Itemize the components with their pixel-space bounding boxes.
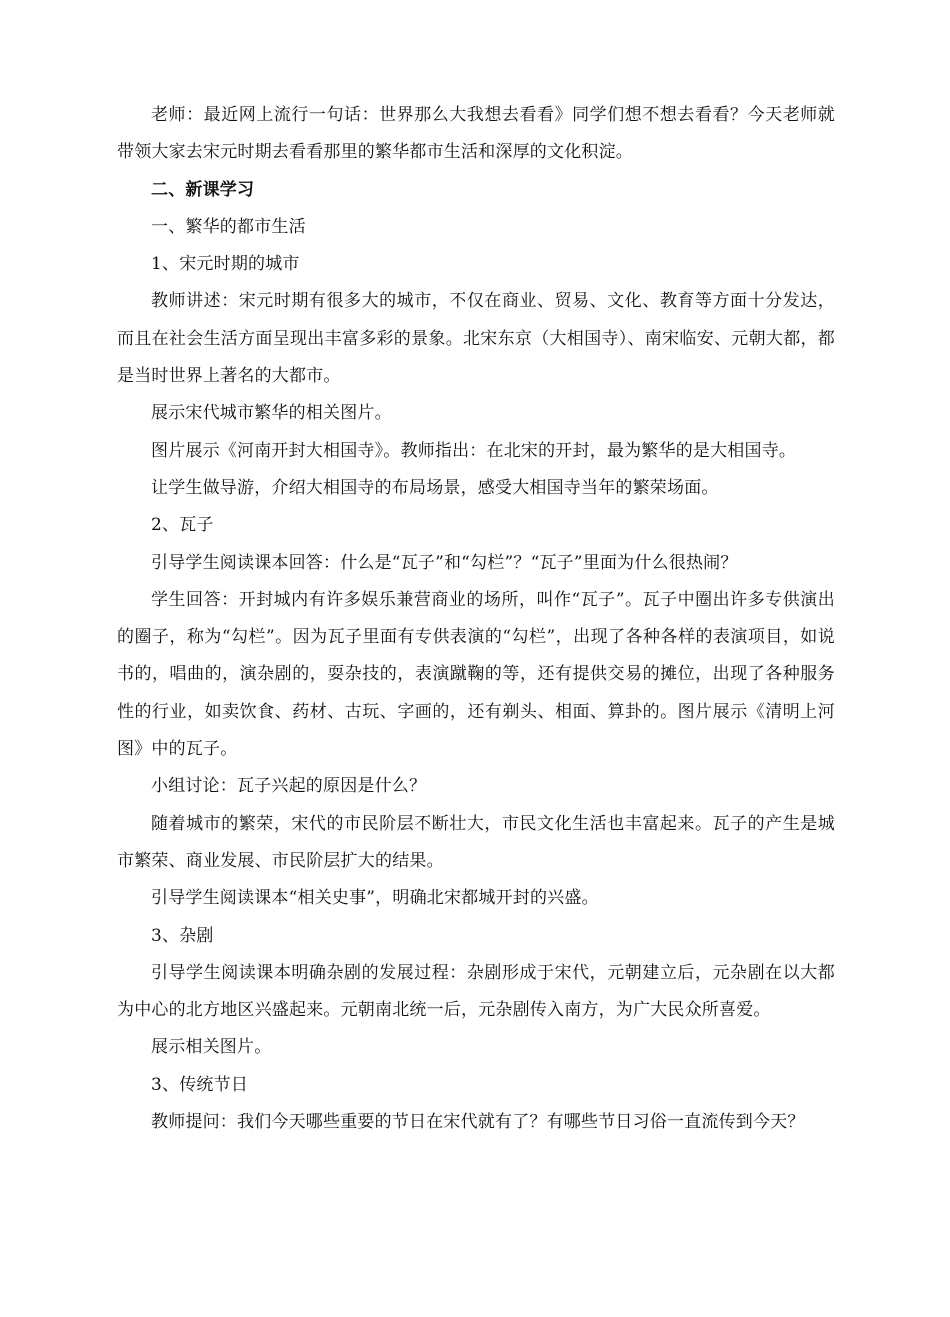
paragraph-show-images: 展示宋代城市繁华的相关图片。 — [151, 403, 392, 424]
paragraph-festival-question: 教师提问：我们今天哪些重要的节日在宋代就有了？有哪些节日习俗一直流传到今天？ — [151, 1112, 805, 1133]
document-body — [117, 97, 835, 1141]
paragraph-group-discussion: 小组讨论：瓦子兴起的原因是什么？ — [151, 776, 427, 797]
paragraph-show-related-images: 展示相关图片。 — [151, 1037, 272, 1058]
paragraph-teacher-narration: 教师讲述：宋元时期有很多大的城市，不仅在商业、贸易、文化、教育等方面十分发达，而且在社会生活方面呈现出丰富多彩的景象。北宋东京（大相国寺）、南宋临安、元朝大都，都是当时世界上著名的大都市。 — [117, 291, 835, 387]
subsection-heading-wazi: 2、瓦子 — [151, 515, 214, 536]
paragraph-zaju-development: 引导学生阅读课本明确杂剧的发展过程：杂剧形成于宋代，元朝建立后，元杂剧在以大都为中心的北方地区兴盛起来。元朝南北统一后，元杂剧传入南方，为广大民众所喜爱。 — [117, 962, 835, 1021]
subsection-heading-city-life: 一、繁华的都市生活 — [151, 216, 306, 237]
section-heading-new-lesson: 二、新课学习 — [151, 179, 255, 200]
paragraph-reading-question: 引导学生阅读课本回答：什么是“瓦子”和“勾栏”？“瓦子”里面为什么很热闹？ — [151, 552, 738, 573]
paragraph-xiangguo-temple: 图片展示《河南开封大相国寺》。教师指出：在北宋的开封，最为繁华的是大相国寺。 — [151, 440, 797, 461]
paragraph-related-history: 引导学生阅读课本“相关史事”，明确北宋都城开封的兴盛。 — [151, 888, 599, 909]
paragraph-discussion-answer: 随着城市的繁荣，宋代的市民阶层不断壮大，市民文化生活也丰富起来。瓦子的产生是城市繁荣、商业发展、市民阶层扩大的结果。 — [117, 813, 835, 871]
subsection-heading-festivals: 3、传统节日 — [151, 1074, 249, 1095]
subsection-heading-zaju: 3、杂剧 — [151, 925, 214, 946]
paragraph-student-guide: 让学生做导游，介绍大相国寺的布局场景，感受大相国寺当年的繁荣场面。 — [151, 477, 719, 498]
paragraph-intro: 老师：最近网上流行一句话：世界那么大我想去看看》同学们想不想去看看？今天老师就带领大家去宋元时期去看看那里的繁华都市生活和深厚的文化积淀。 — [117, 105, 835, 163]
paragraph-student-answer: 学生回答：开封城内有许多娱乐兼营商业的场所，叫作“瓦子”。瓦子中圈出许多专供演出的圈子，称为“勾栏”。因为瓦子里面有专供表演的“勾栏”，出现了各种各样的表演项目，如说书的，唱曲的，演杂剧的，耍杂技的，表演蹴鞠的等，还有提供交易的摊位，出现了各种服务性的行业，如卖饮食、药材、古玩、字画的，还有剃头、相面、算卦的。图片展示《清明上河图》中的瓦子。 — [117, 589, 835, 760]
subsection-heading-cities: 1、宋元时期的城市 — [151, 254, 300, 275]
